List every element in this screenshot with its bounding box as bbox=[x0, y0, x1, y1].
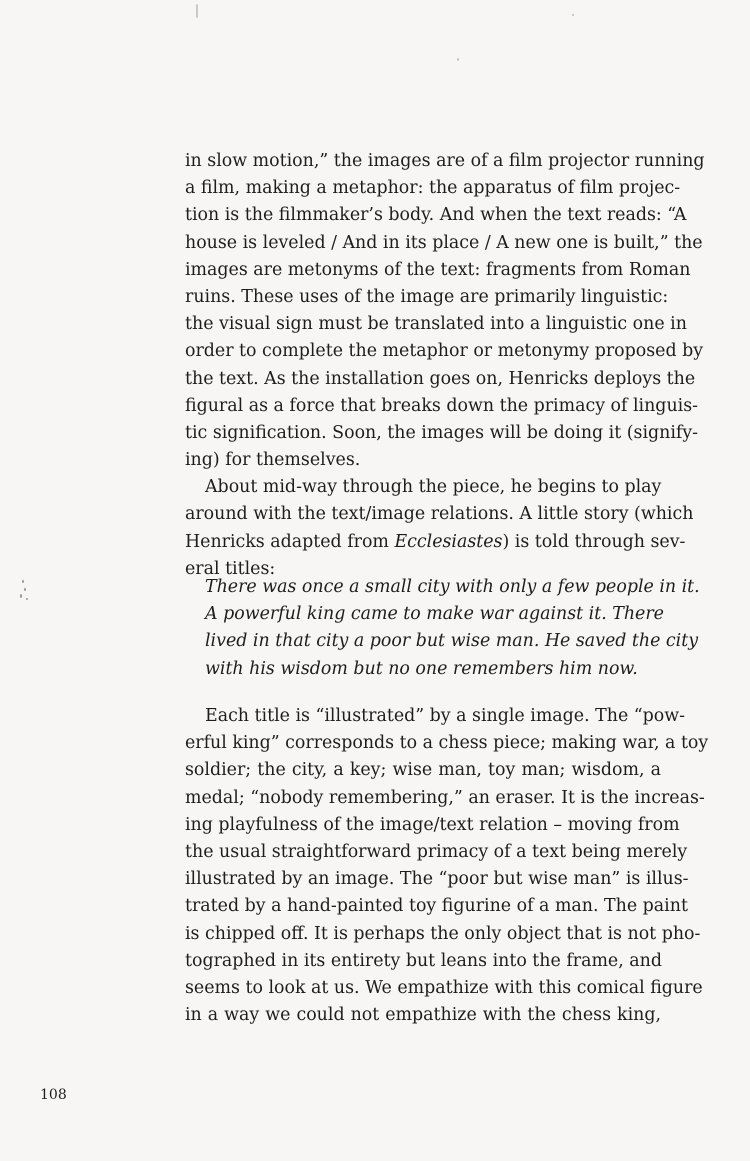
text-line: ing playfulness of the image/text relation – moving from bbox=[185, 814, 680, 835]
text-line: ruins. These uses of the image are primarily linguistic: bbox=[185, 286, 669, 307]
quote-line: There was once a small city with only a few people in it. bbox=[205, 577, 700, 597]
scan-speck bbox=[22, 580, 24, 583]
text-line: a film, making a metaphor: the apparatus of film projec- bbox=[185, 178, 681, 199]
quote-line: with his wisdom but no one remembers him now. bbox=[205, 658, 638, 679]
book-title-ecclesiastes: Ecclesiastes bbox=[394, 531, 503, 552]
scan-speck bbox=[196, 4, 198, 18]
text-line: illustrated by an image. The “poor but wise man” is illus- bbox=[185, 869, 689, 890]
text-line: soldier; the city, a key; wise man, toy man; wisdom, a bbox=[185, 760, 661, 781]
text-line: the usual straightforward primacy of a text being merely bbox=[185, 841, 688, 862]
scan-speck bbox=[26, 598, 28, 600]
text-line: house is leveled / And in its place / A new one is built,” the bbox=[185, 232, 703, 253]
text-line: tographed in its entirety but leans into the frame, and bbox=[185, 950, 662, 971]
text-line: around with the text/image relations. A little story (which bbox=[185, 504, 694, 525]
text-line: is chipped off. It is perhaps the only object that is not pho- bbox=[185, 923, 701, 944]
text-line: Each title is “illustrated” by a single image. The “pow- bbox=[205, 706, 686, 726]
quote-line: A powerful king came to make war against it. There bbox=[205, 604, 664, 625]
scan-speck bbox=[457, 58, 459, 61]
text-line: tic signification. Soon, the images will be doing it (signify- bbox=[185, 422, 699, 443]
text-line: medal; “nobody remembering,” an eraser. It is the increas- bbox=[185, 787, 705, 808]
text-line: tion is the filmmaker’s body. And when the text reads: “A bbox=[185, 205, 687, 226]
text-run: Henricks adapted from bbox=[185, 531, 395, 552]
scan-speck bbox=[24, 588, 26, 591]
text-run: ) is told through sev- bbox=[502, 531, 686, 552]
text-line: in slow motion,” the images are of a film projector running bbox=[185, 151, 705, 171]
page-number: 108 bbox=[40, 1087, 67, 1103]
scan-speck bbox=[20, 594, 22, 598]
text-line: the text. As the installation goes on, Henricks deploys the bbox=[185, 368, 696, 389]
paragraph-1 bbox=[185, 148, 705, 583]
quote-line: lived in that city a poor but wise man. He saved the city bbox=[205, 631, 699, 652]
text-line: images are metonyms of the text: fragments from Roman bbox=[185, 259, 691, 280]
text-line: erful king” corresponds to a chess piece; making war, a toy bbox=[185, 733, 709, 754]
text-line: eral titles: bbox=[185, 558, 276, 579]
text-line: the visual sign must be translated into a linguistic one in bbox=[185, 314, 687, 335]
text-line: order to complete the metaphor or metonymy proposed by bbox=[185, 341, 704, 362]
paragraph-3 bbox=[185, 703, 709, 1029]
text-line: trated by a hand-painted toy figurine of a man. The paint bbox=[185, 896, 688, 917]
text-line: in a way we could not empathize with the chess king, bbox=[185, 1005, 661, 1026]
scan-speck bbox=[572, 14, 574, 16]
block-quote bbox=[205, 574, 700, 683]
text-line: About mid-way through the piece, he begins to play bbox=[205, 477, 662, 498]
text-line: seems to look at us. We empathize with this comical figure bbox=[185, 977, 703, 998]
text-line: ing) for themselves. bbox=[185, 450, 361, 471]
text-line bbox=[185, 529, 686, 556]
text-line: figural as a force that breaks down the primacy of linguis- bbox=[185, 395, 699, 416]
